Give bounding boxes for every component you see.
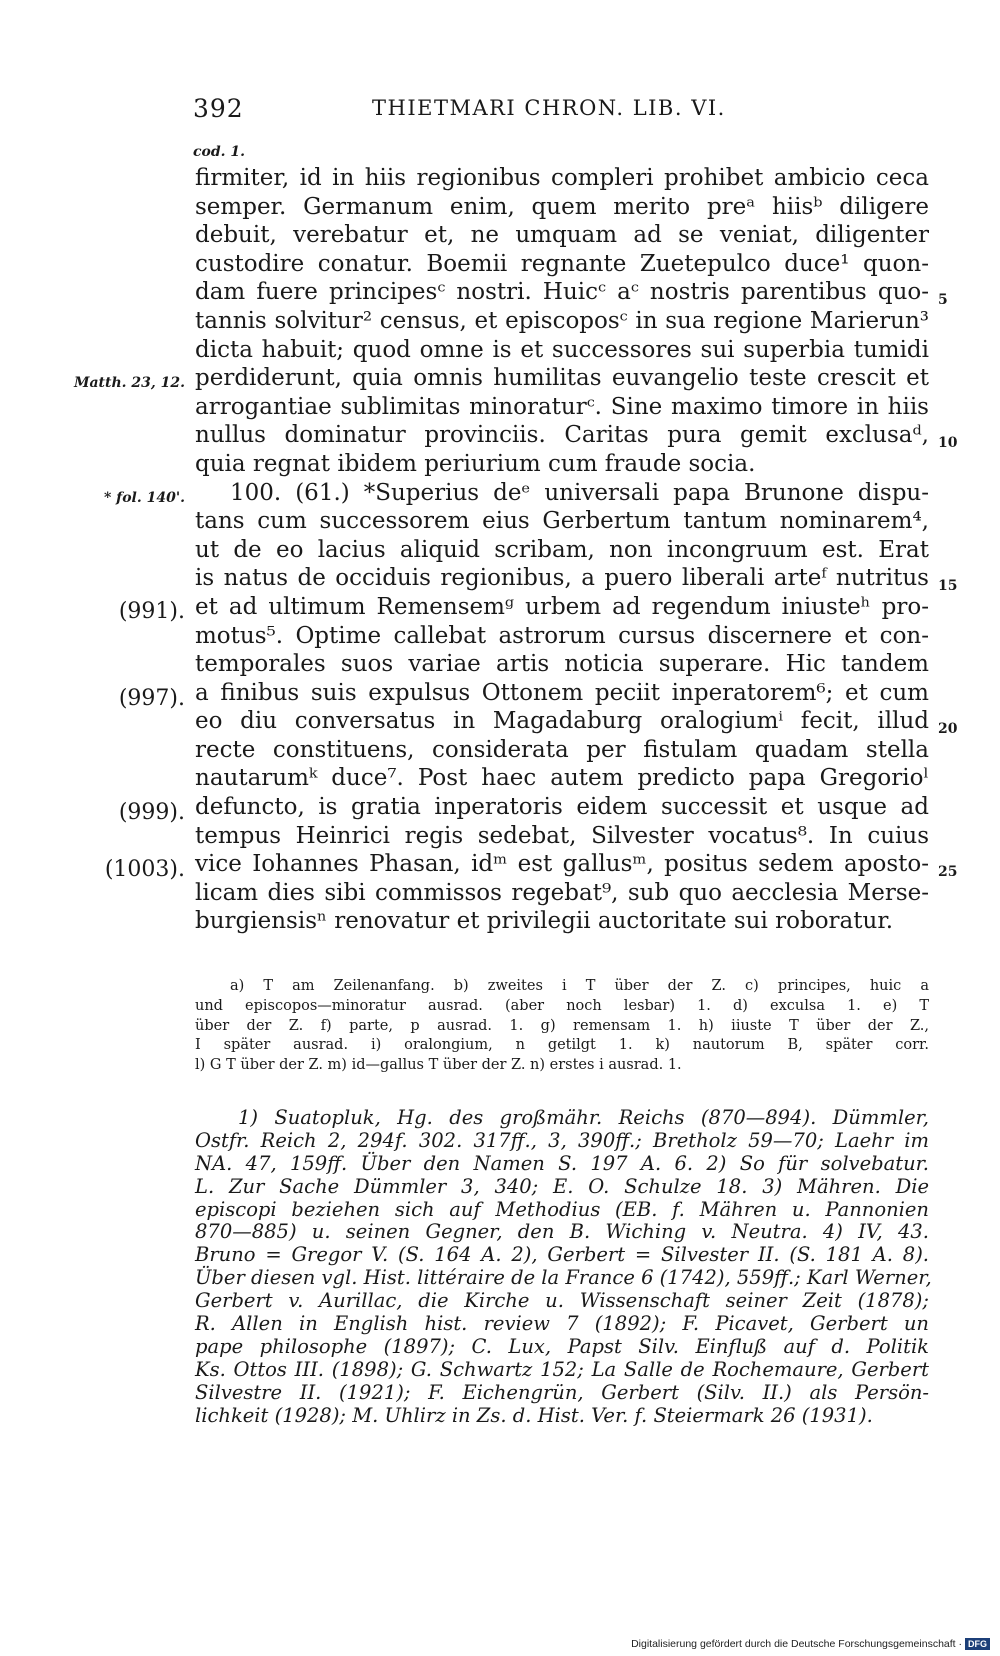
text-line: motus⁵. Optime callebat astrorum cursus discernere et con- xyxy=(195,622,929,649)
text-line: recte constituens, considerata per fistulam quadam stella xyxy=(195,736,929,763)
footnote-line: 870—885) u. seinen Gegner, den B. Wiching v. Neutra. 4) IV, 43. xyxy=(195,1220,929,1244)
line-number: 5 xyxy=(938,292,948,308)
text-line: semper. Germanum enim, quem merito preᵃ hiisᵇ diligere xyxy=(195,193,929,220)
footnote-line: Ostfr. Reich 2, 294f. 302. 317ff., 3, 390ff.; Bretholz 59—70; Laehr im xyxy=(195,1128,929,1152)
margin-year: (991). xyxy=(118,599,185,624)
footnote-line: NA. 47, 159ff. Über den Namen S. 197 A. 6. 2) So für solvebatur. xyxy=(195,1151,929,1175)
text-line: a finibus suis expulsus Ottonem peciit inperatorem⁶; et cum xyxy=(195,679,929,706)
text-line: et ad ultimum Remensemᵍ urbem ad regendum iniusteʰ pro- xyxy=(195,593,929,620)
text-line: eo diu conversatus in Magadaburg oralogiumⁱ fecit, illud xyxy=(195,708,929,735)
text-line: licam dies sibi commissos regebat⁹, sub quo aecclesia Merse- xyxy=(195,879,929,906)
footnote-line: 1) Suatopluk, Hg. des großmähr. Reichs (870—894). Dümmler, xyxy=(238,1106,929,1129)
text-line: quia regnat ibidem periurium cum fraude socia. xyxy=(195,450,756,477)
text-line: debuit, verebatur et, ne umquam ad se veniat, diligenter xyxy=(195,222,929,249)
dfg-logo: DFG xyxy=(965,1638,990,1650)
footnote-line: Bruno = Gregor V. (S. 164 A. 2), Gerbert = Silvester II. (S. 181 A. 8). xyxy=(195,1243,929,1267)
text-line: perdiderunt, quia omnis humilitas euvangelio teste crescit et xyxy=(195,365,929,392)
critical-apparatus xyxy=(195,977,929,1076)
codex-label: cod. 1. xyxy=(193,144,246,160)
margin-reference: Matth. 23, 12. xyxy=(73,375,185,391)
footnote-line: Ks. Ottos III. (1898); G. Schwartz 152; La Salle de Rochemaure, Gerbert xyxy=(195,1357,929,1381)
credit-text: Digitalisierung gefördert durch die Deutsche Forschungsgemeinschaft · xyxy=(631,1638,962,1650)
footnote-line: Silvestre II. (1921); F. Eichengrün, Gerbert (Silv. II.) als Persön- xyxy=(195,1380,929,1404)
text-line: is natus de occiduis regionibus, a puero liberali arteᶠ nutritus xyxy=(195,565,929,592)
text-line: defuncto, is gratia inperatoris eidem successit et usque ad xyxy=(195,794,929,821)
footnotes xyxy=(195,1106,932,1427)
apparatus-line: I später ausrad. i) oralongium, n getilgt 1. k) nautorum B, später corr. xyxy=(195,1037,929,1054)
line-number: 25 xyxy=(938,864,958,880)
footnote-line: Gerbert v. Aurillac, die Kirche u. Wissenschaft seiner Zeit (1878); xyxy=(195,1289,929,1313)
text-line: ut de eo lacius aliquid scribam, non incongruum est. Erat xyxy=(195,536,929,563)
margin-year: (1003). xyxy=(104,857,185,882)
text-line: tans cum successorem eius Gerbertum tantum nominarem⁴, xyxy=(195,508,929,535)
apparatus-line: und episcopos—minoratur ausrad. (aber noch lesbar) 1. d) exculsa 1. e) T xyxy=(195,997,929,1014)
apparatus-line: über der Z. f) parte, p ausrad. 1. g) remensam 1. h) iiuste T über der Z., xyxy=(195,1017,929,1034)
footnote-line: L. Zur Sache Dümmler 3, 340; E. O. Schulze 18. 3) Mähren. Die xyxy=(195,1174,929,1198)
text-line: tempus Heinrici regis sedebat, Silvester vocatus⁸. In cuius xyxy=(195,822,929,849)
footnote-line: R. Allen in English hist. review 7 (1892); F. Picavet, Gerbert un xyxy=(195,1312,929,1336)
main-text xyxy=(195,164,929,936)
folio-marker: * fol. 140'. xyxy=(103,490,185,506)
text-line: burgiensisⁿ renovatur et privilegii auctoritate sui roboratur. xyxy=(195,908,894,935)
page-number: 392 xyxy=(193,94,244,123)
apparatus-line: l) G T über der Z. m) id—gallus T über der Z. n) erstes i ausrad. 1. xyxy=(195,1057,682,1074)
digitization-credit xyxy=(631,1638,990,1650)
text-line: custodire conatur. Boemii regnante Zuetepulco duce¹ quon- xyxy=(195,250,929,277)
text-line: vice Iohannes Phasan, idᵐ est gallusᵐ, positus sedem aposto- xyxy=(195,851,929,878)
text-line: nullus dominatur provinciis. Caritas pura gemit exclusaᵈ, xyxy=(195,422,929,449)
chapter-start-line: 100. (61.) *Superius deᵉ universali papa Brunone dispu- xyxy=(230,479,929,506)
text-line: dicta habuit; quod omne is et successores sui superbia tumidi xyxy=(195,336,929,363)
running-title: THIETMARI CHRON. LIB. VI. xyxy=(372,96,726,120)
footnote-line: Über diesen vgl. Hist. littéraire de la France 6 (1742), 559ff.; Karl Werner, xyxy=(195,1266,932,1290)
margin-year: (999). xyxy=(118,800,185,825)
line-number: 15 xyxy=(938,578,958,594)
text-line: dam fuere principesᶜ nostri. Huicᶜ aᶜ nostris parentibus quo- xyxy=(195,279,929,306)
footnote-line: pape philosophe (1897); C. Lux, Papst Silv. Einfluß auf d. Politik xyxy=(195,1334,929,1358)
text-line: nautarumᵏ duce⁷. Post haec autem predicto papa Gregorioˡ xyxy=(195,765,929,792)
line-number: 20 xyxy=(938,721,958,737)
apparatus-line: a) T am Zeilenanfang. b) zweites i T über der Z. c) principes, huic a xyxy=(230,978,929,994)
text-line: temporales suos variae artis noticia superare. Hic tandem xyxy=(195,651,929,678)
text-line: tannis solvitur² census, et episcoposᶜ in sua regione Marierun³ xyxy=(195,307,929,334)
footnote-line: episcopi beziehen sich auf Methodius (EB. f. Mähren u. Pannonien xyxy=(195,1197,929,1221)
margin-year: (997). xyxy=(118,686,185,711)
line-number: 10 xyxy=(938,435,958,451)
text-line: firmiter, id in hiis regionibus compleri prohibet ambicio ceca xyxy=(195,165,929,191)
footnote-line: lichkeit (1928); M. Uhlirz in Zs. d. Hist. Ver. f. Steiermark 26 (1931). xyxy=(195,1403,873,1427)
text-line: arrogantiae sublimitas minoraturᶜ. Sine maximo timore in hiis xyxy=(195,393,929,420)
